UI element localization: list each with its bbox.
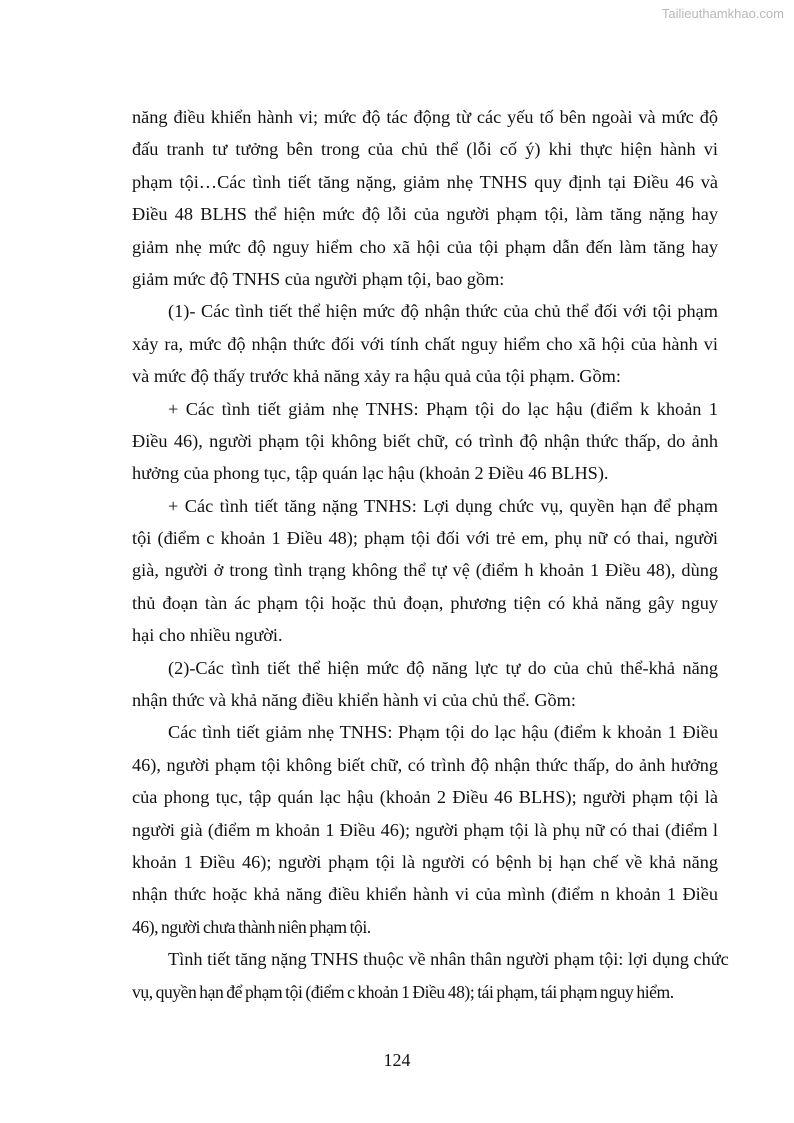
page-number: 124 [383,1050,411,1070]
text-line: đấu tranh tư tưởng bên trong của chủ thể (lỗi cố ý) khi thực hiện hành vi [132,139,718,160]
text-line: xảy ra, mức độ nhận thức đối với tính chất nguy hiểm cho xã hội của hành vi [132,333,718,354]
text-line: vụ, quyền hạn để phạm tội (điểm c khoản 1 Điều 48); tái phạm, tái phạm nguy hiểm. [132,981,674,1002]
text-line: (1)- Các tình tiết thể hiện mức độ nhận thức của chủ thể đối với tội phạm [168,301,718,322]
text-line: thủ đoạn tàn ác phạm tội hoặc thủ đoạn, phương tiện có khả năng gây nguy [132,592,718,613]
text-line: giảm mức độ TNHS của người phạm tội, bao gồm: [132,268,505,289]
text-line: 46), người phạm tội không biết chữ, có trình độ nhận thức thấp, do ảnh hưởng [132,754,718,775]
text-line: Điều 46), người phạm tội không biết chữ, có trình độ nhận thức thấp, do ảnh [132,430,718,451]
text-line: tội (điểm c khoản 1 Điều 48); phạm tội đối với trẻ em, phụ nữ có thai, người [132,528,718,549]
text-line: + Các tình tiết tăng nặng TNHS: Lợi dụng chức vụ, quyền hạn để phạm [168,495,718,516]
text-line: nhận thức và khả năng điều khiển hành vi của chủ thể. Gồm: [132,690,576,711]
text-line: Các tình tiết giảm nhẹ TNHS: Phạm tội do lạc hậu (điểm k khoản 1 Điều [168,722,718,743]
text-line: và mức độ thấy trước khả năng xảy ra hậu quả của tội phạm. Gồm: [132,366,621,387]
text-line: phạm tội…Các tình tiết tăng nặng, giảm nhẹ TNHS quy định tại Điều 46 và [132,171,718,192]
text-line: hại cho nhiều người. [132,625,283,646]
text-line: Tình tiết tăng nặng TNHS thuộc về nhân thân người phạm tội: lợi dụng chức [168,949,729,970]
text-line: hưởng của phong tục, tập quán lạc hậu (khoản 2 Điều 46 BLHS). [132,463,609,484]
text-line: Điều 48 BLHS thể hiện mức độ lỗi của người phạm tội, làm tăng nặng hay [132,204,718,225]
text-line: người già (điểm m khoản 1 Điều 46); người phạm tội là phụ nữ có thai (điểm l [132,819,718,840]
text-line: (2)-Các tình tiết thể hiện mức độ năng lực tự do của chủ thể-khả năng [168,657,718,678]
text-line: của phong tục, tập quán lạc hậu (khoản 2 Điều 46 BLHS); người phạm tội là [132,787,718,808]
text-line: 46), người chưa thành niên phạm tội. [132,916,371,937]
text-line: năng điều khiển hành vi; mức độ tác động từ các yếu tố bên ngoài và mức độ [132,107,718,127]
text-line: nhận thức hoặc khả năng điều khiển hành vi của mình (điểm n khoản 1 Điều [132,884,718,905]
text-line: già, người ở trong tình trạng không thể tự vệ (điểm h khoản 1 Điều 48), dùng [132,560,718,581]
watermark: Tailieuthamkhao.com [661,6,784,21]
text-line: khoản 1 Điều 46); người phạm tội là người có bệnh bị hạn chế về khả năng [132,851,718,872]
body-text [132,104,729,1011]
text-line: + Các tình tiết giảm nhẹ TNHS: Phạm tội do lạc hậu (điểm k khoản 1 [168,398,718,419]
text-line: giảm nhẹ mức độ nguy hiểm cho xã hội của tội phạm dẫn đến làm tăng hay [132,236,718,257]
